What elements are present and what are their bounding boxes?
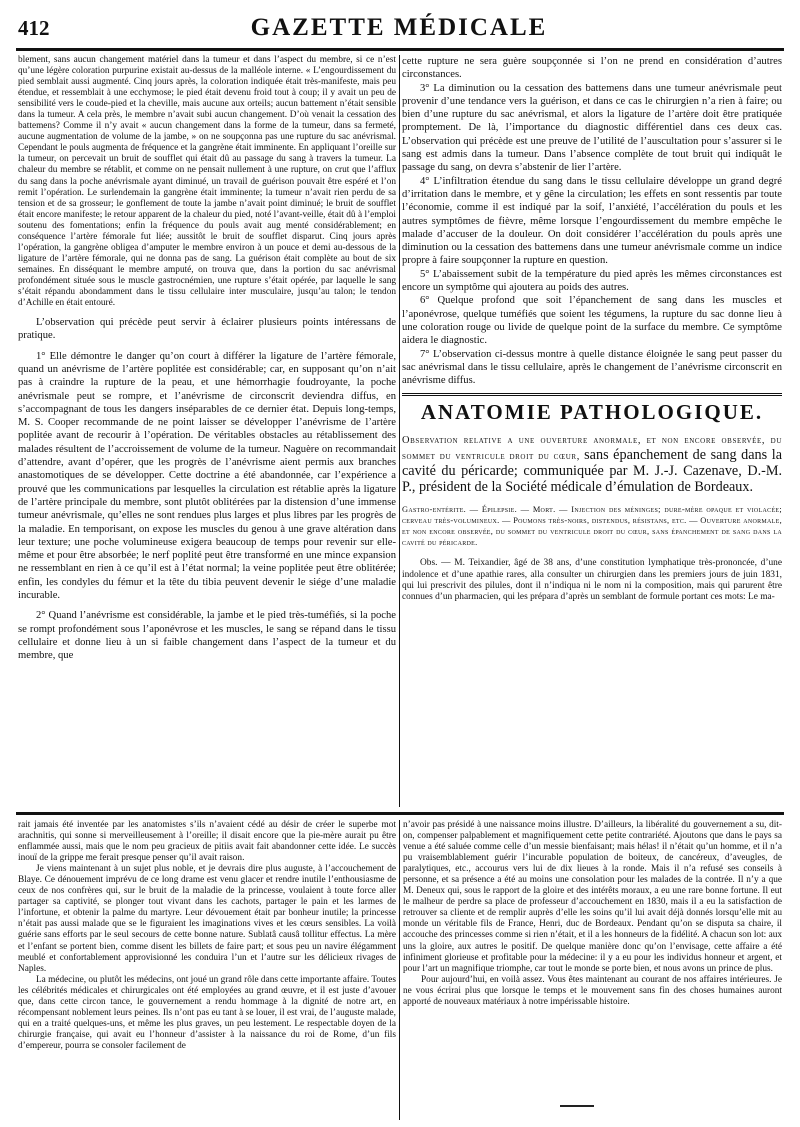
point-1-paragraph: 1° Elle démontre le danger qu’on court à différer la ligature de l’artère fémorale, quand un anévrisme de l’artère poplitée est considérable; car, en supposant qu’on n’ait pas à craindre la rupture de la peau, et une hémorrhagie foudroyante, la poche anévrismale peut se rompre, et l’anévrisme de circonscrit deviendra diffus, en s’accompagnant de tous les dangers inséparables de ce dernier état. Depuis long-temps, M. S. Cooper recommande de ne point laisser se développer l’anévrisme de l’artère poplitée avant de recourir à l’opération. De véritables obstacles au rétablissement des malades résultent de l’accroissement de volume de la tumeur. Naguère on recommandait d’attendre, avant d’opérer, que les progrès de l’anévrisme aient permis aux branches anastomotiques de se développer. Cette doctrine a été abandonnée, car l’expérience a prouvé que les communications par lesquelles la circulation est rétablie après la ligature de l’artère principale du membre, sont plutôt oblitérées par la distension d’une immense tumeur anévrismale, qu’elles ne sont rendues plus larges et plus libres par les progrès de la maladie. En temporisant, on expose les muscles du genou à une grave altération dans leur texture; une poche volumineuse exigera beaucoup de temps pour revenir sur elle-même et pour être absorbée; le nerf poplité peut être transformé en une mince expansion ne ressemblant en rien à ce qu’il est à l’état normal; la veine poplitée peut être oblitérée; enfin, les condyles du fémur et la tête du tibia peuvent devenir le siége d’une maladie incurable. xyxy=(18,350,396,602)
end-ornament-rule xyxy=(560,1105,594,1107)
left-top-column xyxy=(18,55,396,807)
observation-title-caps: Observation relative a une ouverture anormale, et non encore observée, du sommet du ventricule droit du cœur, xyxy=(402,435,782,463)
publication-title: GAZETTE MÉDICALE xyxy=(250,14,548,41)
continuation-paragraph: cette rupture ne sera guère soupçonnée si l’on ne prend en considération d’autres circonstances. xyxy=(402,56,782,81)
bottom-section-rule xyxy=(16,812,784,815)
column-divider xyxy=(399,55,400,807)
page-number: 412 xyxy=(18,16,50,40)
point-3-paragraph: 3° La diminution ou la cessation des battemens dans une tumeur anévrismale peut provenir d’une tendance vers la guérison, et dans ce cas le chirurgien n’a rien à faire; ou bien d’une rupture du sac anévrismal, et alors la ligature de l’artère doit être pratiquée promptement. De là, l’importance du diagnostic différentiel dans ces deux cas. L’observation qui précède est une preuve de l’utilité de l’auscultation pour s’assurer si le sang est admis dans la tumeur. Dans l’absence complète de tout bruit qui indiquât le passage du sang, on devra s’abstenir de lier l’artère. xyxy=(402,82,782,174)
observation-text: Obs. — M. Teixandier, âgé de 38 ans, d’une constitution lymphatique très-prononcée, d’une indolence et d’une apathie rares, alla consulter un chirurgien dans les premiers jours de juin 1831, qui lui prescrivit des pilules, dont il n’indiqua ni le nom ni la composition, mais qui parurent être connues d’un pharmacien, qui les prépara d’après un semblant de formule portant ces mots: Le ma- xyxy=(402,558,782,603)
point-6-paragraph: 6° Quelque profond que soit l’épanchement de sang dans les muscles et l’aponévrose, quelque tuméfiés que soient les tégumens, la rupture du sac donne lieu à une coloration rouge ou livide de quelque point de la surface du membre. Ce symptôme aidera le diagnostic. xyxy=(402,295,782,347)
header-rule xyxy=(16,48,784,51)
feuilleton-paragraph-4: n’avoir pas présidé à une naissance moins illustre. D’ailleurs, la libéralité du gouvernement a su, dit-on, compenser palpablement et magnifiquement cette petite contrariété. Ajoutons que dans le pays sa venue a été saluée comme celle d’un messie bienfaisant; mais hélas! il n’était qu’un homme, et il n’a pu vraisemblablement guérir l’incurable population de boiteux, de cancéreux, d’aveugles, de paralytiques, etc., accourus vers lui de dix lieues à la ronde. Mais il n’a refusé ses conseils à personne, et sa présence a été au moins une consolation pour les malades de la contrée. Il n’y a que M. Deneux qui, sous le rapport de la gloire et des intérêts moraux, a eu une rare bonne fortune. Il eut le malheur de perdre sa place de professeur d’accouchement en 1830, mais il a eu la satisfaction de retrouver sa cliente et de remplir auprès d’elle les soins qu’il lui avait déjà donnés lorsqu’elle mit au monde un véritable fils de France, Henri, duc de Bordeaux. Pendant qu’on se disputa sa chaire, il accouche des princesses comme si rien n’était, et il a les honneurs de la fidélité. A chacun son lot: aux uns la gloire, aux autres le positif. De quelque manière donc qu’on l’envisage, cette affaire a été infiniment glorieuse et profitable pour la médecine: il y a eu pour les individus honneur et argent, et pour l’art un magnifique triomphe, car tout le monde se porte bien, et nous avons un prince de plus. xyxy=(403,820,782,974)
point-2-paragraph: 2° Quand l’anévrisme est considérable, la jambe et le pied très-tuméfiés, si la poche se rompt profondément sous l’aponévrose et les muscles, le sang se répand dans le tissu cellulaire et donne lieu à un si faible changement dans l’aspect de la tumeur et du membre, que xyxy=(18,610,396,662)
feuilleton-paragraph-1: rait jamais été inventée par les anatomistes s’ils n’avaient cédé au désir de créer le superbe mot arachnitis, qui sonne si merveilleusement à l’oreille; il disait encore que la pie-mère aurait pu être enflammée aussi, mais que le nom peu gracieux de pitiis avait fait abandonner cette idée. Le succès inouï de la grippe me ferait presque penser qu’il avait raison. xyxy=(18,820,396,864)
observation-title-rest: sans épanchement de sang dans la cavité du péricarde; communiquée par M. J.-J. Cazenave, D.-M. P., président de la Société médicale d’émulation de Bordeaux. xyxy=(402,447,782,496)
feuilleton-paragraph-2: Je viens maintenant à un sujet plus noble, et je devrais dire plus auguste, à l’accouchement de Blaye. Ce dénouement imprévu de ce long drame est venu glacer et rendre inutile l’enthousiasme de ceux de nos confrères qui, sur le bruit de la maladie de la princesse, voulaient à toute force aller partager sa captivité, se plonger tout vivant dans les cachots, partager le pain et les larmes de l’infortune, et obtenir la palme du martyre. Leur dévouement était par bonheur inutile; la princesse n’était pas aussi malade que se le figuraient les imaginations vives et les cœurs sensibles. La voilà guérie sans efforts par le seul secours de cette bonne nature. Sublatâ causâ tollitur effectus. La mère et l’enfant se portent bien, comme disent les billets de faire part; et sous peu un navire élégamment meublé et confortablement approvisionné les conduira l’un et l’autre sur les délicieux rivages de Naples. xyxy=(18,864,396,974)
right-top-column xyxy=(402,55,782,807)
point-4-paragraph: 4° L’infiltration étendue du sang dans le tissu cellulaire développe un grand degré d’irritation dans le membre, et y gêne la circulation; les effets en sont ressentis par toute l’économie, comme il est indiqué par la soif, l’anxiété, l’accélération du pouls et les autres symptômes de fièvre, même lorsque l’engourdissement du membre empêche le malade d’accuser de la douleur. On doit considérer l’accélération du pouls après une diminution ou la cessation des battemens dans une tumeur anévrismale comme un indice propre à faire soupçonner la rupture en question. xyxy=(402,175,782,267)
section-title: ANATOMIE PATHOLOGIQUE. xyxy=(420,400,764,425)
point-7-paragraph: 7° L’observation ci-dessus montre à quelle distance éloignée le sang peut passer du sac anévrismal dans le tissu cellulaire, après le changement de l’anévrisme circonscrit en anévrisme diffus. xyxy=(402,348,782,387)
bottom-right-column xyxy=(403,820,782,1100)
bottom-left-column xyxy=(18,820,396,1120)
intro-paragraph: L’observation qui précède peut servir à éclairer plusieurs points intéressans de pratique. xyxy=(18,317,396,342)
case-paragraph: blement, sans aucun changement matériel dans la tumeur et dans l’aspect du membre, si ce n’est qu’une légère coloration purpurine existait au-dessus de la malléole interne. « L’engourdissement du pied semblait aussi augmenté. Cinq jours après, la coloration indiquée était très-manifeste, mais peu étendue, et ressemblait à une ecchymose; le pied était devenu froid tout à coup; il y avait un peu de sensibilité vers le coude-pied et la cheville, mais aucune aux orteils; aucun battement n’était sensible dans la tumeur. A cela près, le membre n’avait subi aucun changement. D’où venait la cessation des battemens? Comme il n’y avait « aucun changement dans la forme de la tumeur, dans sa fermeté, aucune augmentation de volume de la jambe, » on ne soupçonna pas une rupture du sac anévrismal. Cependant le pouls augmenta de fréquence et la gangrène était imminente. En appliquant l’oreille sur la tumeur, on percevait un bruit de soufflet qui était dû au passage du sang à travers la tumeur. La chaleur du membre se rétablit, et comme on ne pensait nullement à une rupture, on crut que l’afflux du sang dans la poche anévrismale ayant diminué, un travail de guérison pouvait être espéré et l’on remit l’opération. Le surlendemain la gangrène était imminente; la tumeur n’avait rien perdu de sa tension et de sa grosseur; le gonflement de toute la jambe n’avait point diminué; le bruit de soufflet était encore manifeste; le retour apparent de la chaleur du pied, noté l’avant-veille, était dû à l’emploi soutenu des fomentations; enfin la fréquence du pouls avait aug menté considérablement; en conséquence l’artère fémorale fut liée; aussitôt le bruit de soufflet disparut. Cinq jours après l’opération, la gangrène obligea d’amputer le membre environ à un pouce et demi au-dessous de la ligature de l’artère fémorale, qui ne donna pas de sang. La guérison était complète au bout de six semaines. En disséquant le membre amputé, on trouva que, dans la portion du sac anévrismal profondément située sous le muscle gastrocnémien, une rupture s’était opérée, par laquelle le sang s’était répandu abondamment dans le tissu cellulaire inter musculaire, jusqu’au talon; le tendon d’Achille en était entouré. xyxy=(18,55,396,309)
observation-title xyxy=(402,433,782,496)
feuilleton-paragraph-5: Pour aujourd’hui, en voilà assez. Vous êtes maintenant au courant de nos affaires intérieures. Je ne vous écrirai plus que lorsque le temps et le mouvement sans fin des choses humaines auront apporté de nouveaux matériaux à notre impérissable histoire. xyxy=(403,974,782,1007)
point-5-paragraph: 5° L’abaissement subit de la température du pied après les mêmes circonstances est encore un symptôme qui ajoutera au poids des autres. xyxy=(402,268,782,294)
feuilleton-paragraph-3: La médecine, ou plutôt les médecins, ont joué un grand rôle dans cette importante affaire. Toutes les célébrités médicales et chirurgicales ont été employées au grand œuvre, et il est juste d’avouer que, dans cette circon tance, le gouvernement a rendu hommage à la dignité de notre art, en récompensant noblement leurs peines. Ils n’ont pas eu tant à se louer, il est vrai, de l’auguste malade, qui en a traité quelques-uns, et même les plus graves, un peu lestement. Le respectable doyen de la chirurgie française, qui avait eu l’honneur d’assister à la naissance du roi de Rome, d’un fils d’empereur, pourra se consoler facilement de xyxy=(18,974,396,1051)
observation-summary: Gastro-entérite. — Épilepsie. — Mort. — Injection des méninges; dure-mère opaque et violacée; cerveau très-volumineux. — Poumons très-noirs, distendus, résistans, etc. — Ouverture anormale, et non encore observée, du sommet du ventricule droit du cœur, sans épanchement de sang dans la cavité du péricarde. xyxy=(402,505,782,548)
page-header xyxy=(14,14,784,44)
bottom-column-divider xyxy=(399,820,400,1120)
section-rule xyxy=(402,387,782,396)
